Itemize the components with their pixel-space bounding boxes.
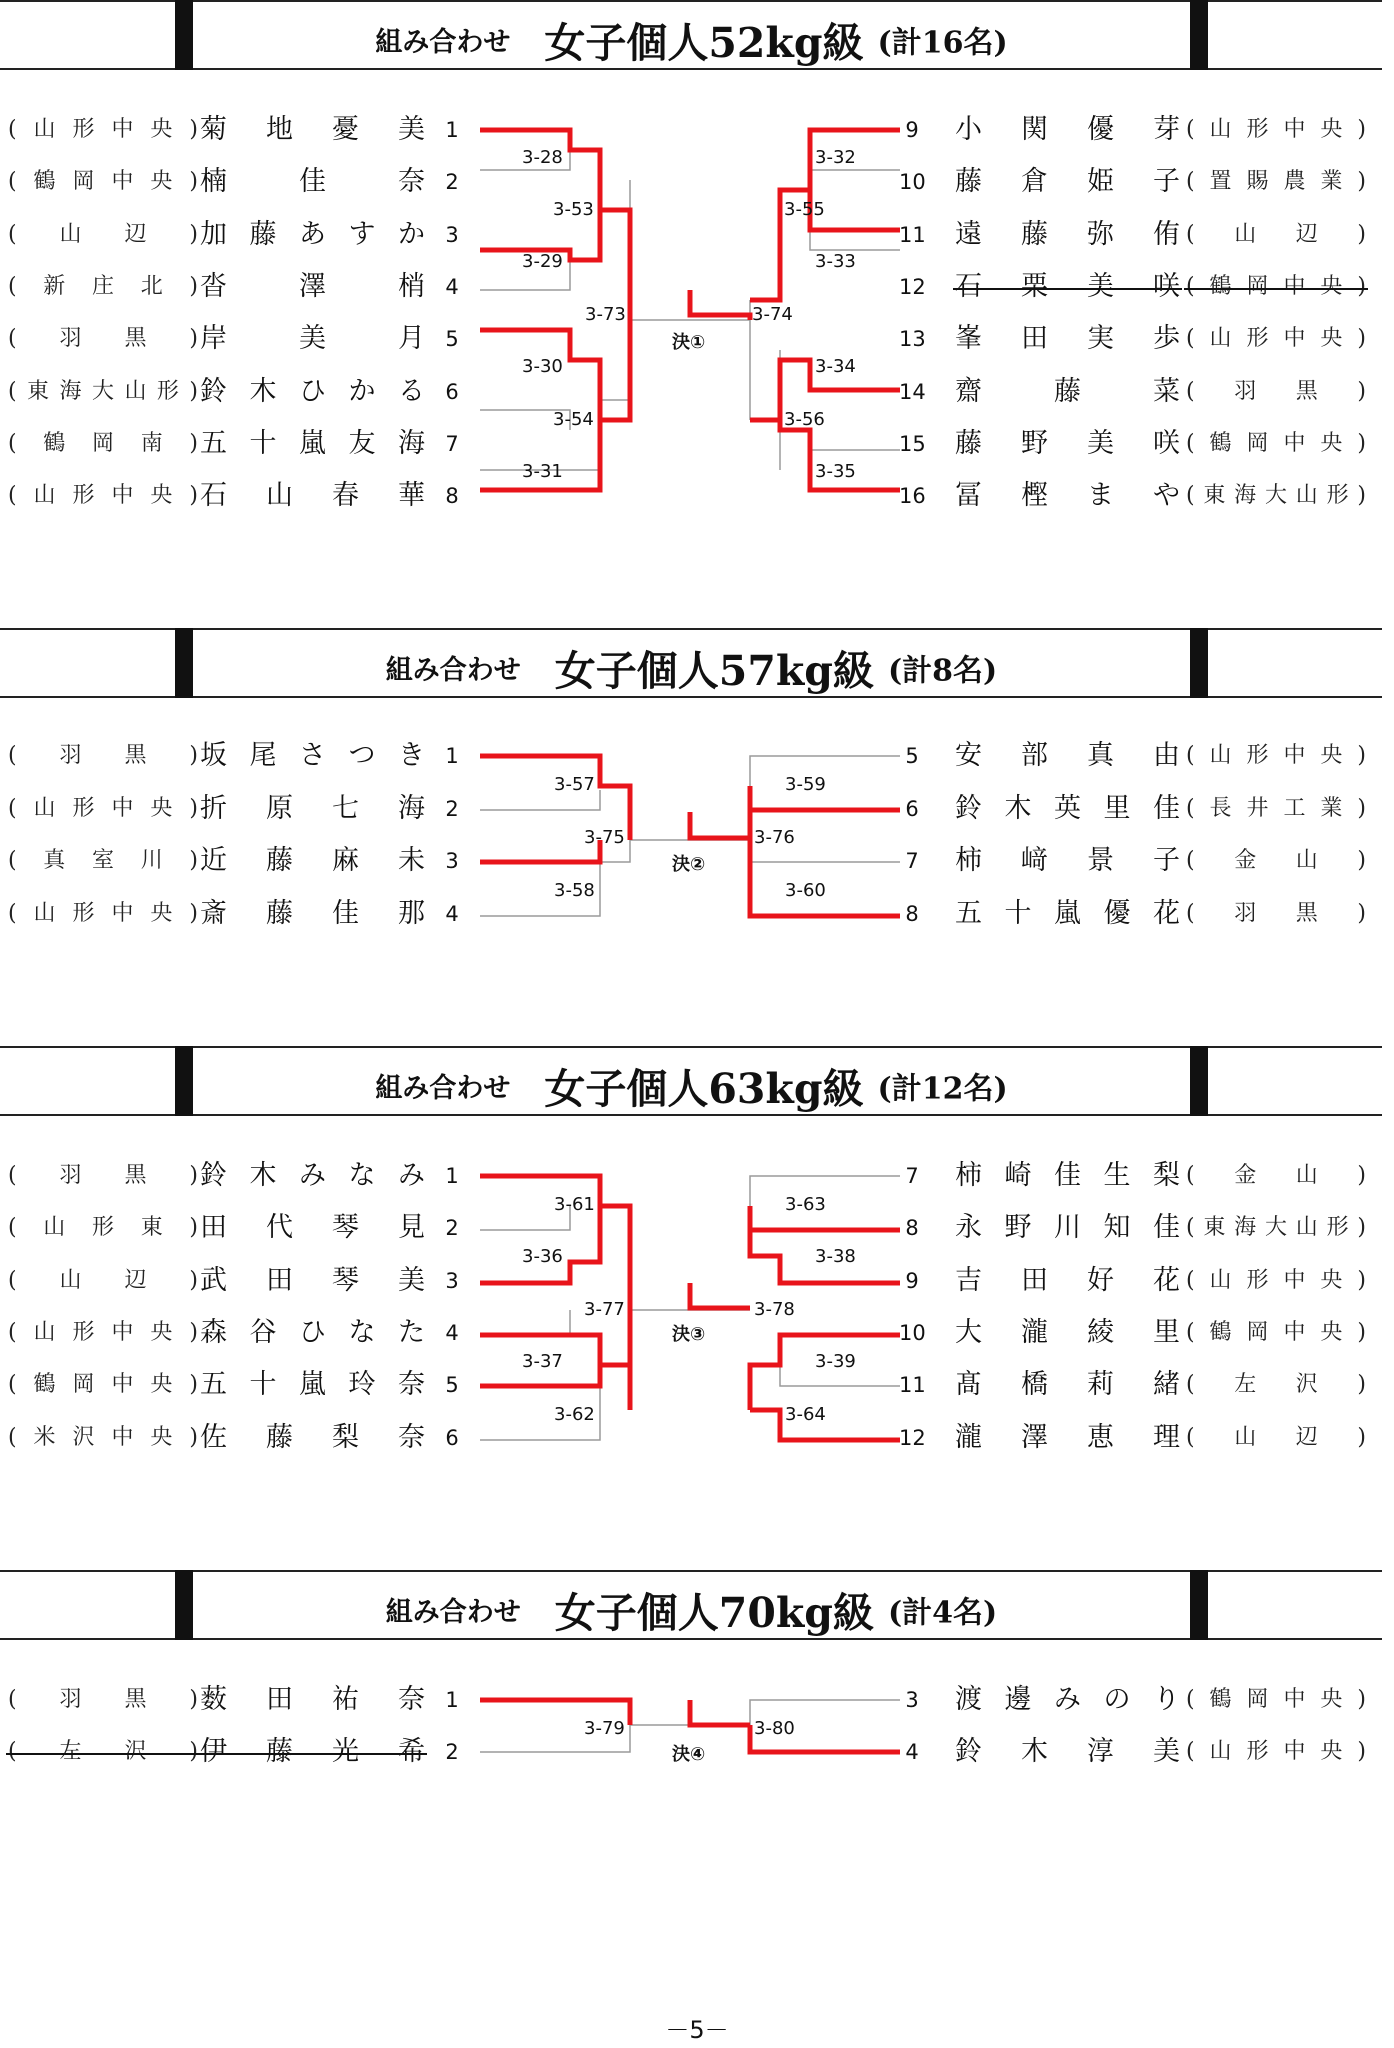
title-weight-class: 女子個人52kg級 — [544, 19, 864, 67]
seed-number: 11 — [899, 222, 926, 247]
affiliation: ( 鶴 岡 中 央 ) — [8, 1372, 198, 1398]
seed-number: 12 — [899, 1425, 926, 1450]
affiliation: ( 山 形 東 ) — [8, 1215, 198, 1241]
match-label: 3-32 — [815, 147, 856, 168]
title-prefix: 組み合わせ — [375, 27, 511, 58]
competitor-name: 大 瀧 綾 里 — [955, 1316, 1180, 1348]
section-title — [193, 1580, 1190, 1637]
title-count: (計12名) — [877, 1071, 1008, 1107]
match-label: 3-30 — [522, 356, 563, 377]
affiliation: ( 羽 黒 ) — [8, 1163, 198, 1188]
match-label: 3-31 — [522, 461, 563, 482]
seed-number: 4 — [445, 1320, 459, 1345]
header-bar-left — [175, 0, 193, 70]
seed-number: 6 — [445, 379, 459, 404]
affiliation: ( 山 形 中 央 ) — [1186, 326, 1366, 352]
competitor-name: 鈴 木 ひ か る — [200, 375, 425, 407]
competitor-name: 冨 樫 ま や — [955, 480, 1180, 512]
affiliation: ( 羽 黒 ) — [8, 743, 198, 768]
final-label: 決② — [672, 854, 706, 875]
seed-number: 7 — [905, 1164, 919, 1188]
seed-number: 6 — [905, 796, 919, 821]
affiliation: ( 山 形 中 央 ) — [8, 483, 198, 509]
affiliation: ( 金 山 ) — [1186, 1163, 1366, 1188]
competitor-name: 小 関 優 芽 — [955, 114, 1180, 145]
match-label: 3-35 — [815, 461, 856, 482]
affiliation: ( 鶴 岡 中 央 ) — [8, 169, 198, 195]
match-label: 3-78 — [754, 1299, 795, 1320]
affiliation: ( 東 海 大 山 形 ) — [1186, 1215, 1366, 1241]
affiliation: ( 鶴 岡 中 央 ) — [1186, 272, 1366, 302]
affiliation: ( 羽 黒 ) — [8, 1687, 198, 1712]
title-count: (計16名) — [877, 25, 1008, 61]
title-prefix: 組み合わせ — [375, 1073, 511, 1104]
match-label: 3-38 — [815, 1246, 856, 1267]
header-bar-left — [175, 628, 193, 698]
competitor-name: 近 藤 麻 未 — [200, 845, 425, 877]
seed-number: 10 — [899, 1320, 926, 1345]
seed-number: 12 — [899, 274, 926, 299]
page-number: －5－ — [665, 2016, 729, 2044]
competitor-name: 五 十 嵐 友 海 — [200, 427, 425, 459]
seed-number: 15 — [899, 431, 926, 456]
seed-number: 14 — [899, 379, 926, 404]
seed-number: 5 — [445, 1373, 459, 1398]
affiliation: ( 山 形 中 央 ) — [1186, 117, 1366, 142]
seed-number: 2 — [445, 796, 459, 821]
competitor-name: 五 十 嵐 玲 奈 — [200, 1369, 425, 1401]
affiliation: ( 山 形 中 央 ) — [1186, 1739, 1366, 1764]
match-label: 3-61 — [554, 1194, 595, 1215]
affiliation: ( 山 辺 ) — [1186, 221, 1366, 247]
bracket-lines-63kg — [0, 1160, 1394, 1460]
seed-number: 8 — [905, 902, 919, 927]
match-label: 3-58 — [554, 880, 595, 901]
affiliation: ( 鶴 岡 南 ) — [8, 430, 198, 456]
competitor-name: 安 部 真 由 — [955, 740, 1180, 771]
competitor-name: 折 原 七 海 — [200, 792, 425, 824]
competitor-name: 渡 邊 み の り — [955, 1684, 1180, 1715]
affiliation: ( 山 形 中 央 ) — [8, 117, 198, 142]
match-label: 3-55 — [784, 199, 825, 220]
title-weight-class: 女子個人70kg級 — [554, 1589, 874, 1637]
final-label: 決③ — [672, 1324, 706, 1345]
title-weight-class: 女子個人63kg級 — [544, 1065, 864, 1113]
seed-number: 2 — [445, 170, 459, 195]
competitor-name: 瀧 澤 恵 理 — [955, 1421, 1180, 1453]
match-label: 3-77 — [584, 1299, 625, 1320]
affiliation: ( 東 海 大 山 形 ) — [1186, 483, 1366, 509]
seed-number: 3 — [445, 1268, 459, 1293]
competitor-name: 薮 田 祐 奈 — [200, 1684, 425, 1715]
match-label: 3-75 — [584, 827, 625, 848]
affiliation: ( 真 室 川 ) — [8, 848, 198, 874]
match-label: 3-79 — [584, 1718, 625, 1739]
match-label: 3-37 — [522, 1351, 563, 1372]
header-bar-right — [1190, 1046, 1208, 1116]
seed-number: 5 — [445, 327, 459, 352]
match-label: 3-54 — [553, 409, 594, 430]
match-label: 3-62 — [554, 1404, 595, 1425]
affiliation: ( 山 辺 ) — [8, 221, 198, 247]
match-label: 3-33 — [815, 251, 856, 272]
match-label: 3-76 — [754, 827, 795, 848]
competitor-name: 柿 﨑 景 子 — [955, 845, 1180, 877]
competitor-name: 斎 藤 佳 那 — [200, 898, 425, 930]
seed-number: 9 — [905, 1268, 919, 1293]
seed-number: 16 — [899, 484, 926, 509]
affiliation: ( 新 庄 北 ) — [8, 273, 198, 299]
seed-number: 9 — [905, 118, 919, 142]
match-label: 3-29 — [522, 251, 563, 272]
seed-number: 1 — [445, 744, 459, 768]
seed-number: 1 — [445, 118, 459, 142]
match-label: 3-53 — [553, 199, 594, 220]
match-label: 3-60 — [785, 880, 826, 901]
seed-number: 8 — [905, 1216, 919, 1241]
title-count: (計4名) — [887, 1595, 998, 1631]
seed-number: 1 — [445, 1688, 459, 1712]
competitor-name: 森 谷 ひ な た — [200, 1316, 425, 1348]
competitor-name: 五 十 嵐 優 花 — [955, 898, 1180, 930]
affiliation: ( 金 山 ) — [1186, 848, 1366, 874]
match-label: 3-80 — [754, 1718, 795, 1739]
competitor-name: 楠 佳 奈 — [200, 166, 425, 198]
competitor-name: 岸 美 月 — [200, 323, 425, 355]
competitor-name: 沓 澤 梢 — [200, 270, 425, 302]
affiliation: ( 山 形 中 央 ) — [8, 1319, 198, 1345]
affiliation: ( 長 井 工 業 ) — [1186, 795, 1366, 821]
competitor-name: 鈴 木 英 里 佳 — [955, 792, 1180, 824]
competitor-name: 齋 藤 菜 — [955, 375, 1180, 407]
bracket-lines-52kg — [0, 100, 1394, 500]
competitor-name: 坂 尾 さ つ き — [200, 740, 425, 771]
seed-number: 2 — [445, 1740, 459, 1764]
seed-number: 3 — [445, 222, 459, 247]
affiliation: ( 羽 黒 ) — [1186, 378, 1366, 404]
header-63kg — [0, 1046, 1394, 1116]
match-label: 3-63 — [785, 1194, 826, 1215]
affiliation: ( 山 形 中 央 ) — [8, 901, 198, 927]
match-label: 3-73 — [585, 304, 626, 325]
competitor-name: 柿 崎 佳 生 梨 — [955, 1160, 1180, 1191]
match-label: 3-59 — [785, 774, 826, 795]
competitor-name: 髙 橋 莉 緒 — [955, 1369, 1180, 1401]
title-prefix: 組み合わせ — [385, 655, 521, 686]
header-70kg — [0, 1570, 1394, 1640]
bracket-lines-57kg — [0, 740, 1394, 940]
competitor-name: 佐 藤 梨 奈 — [200, 1421, 425, 1453]
seed-number: 5 — [905, 744, 919, 768]
affiliation: ( 鶴 岡 中 央 ) — [1186, 1319, 1366, 1345]
seed-number: 4 — [445, 274, 459, 299]
seed-number: 13 — [899, 327, 926, 352]
header-bar-left — [175, 1046, 193, 1116]
competitor-name: 鈴 木 み な み — [200, 1160, 425, 1191]
final-label: 決① — [672, 332, 706, 353]
affiliation: ( 米 沢 中 央 ) — [8, 1424, 198, 1450]
seed-number: 7 — [905, 849, 919, 874]
section-title — [193, 10, 1190, 67]
match-label: 3-57 — [554, 774, 595, 795]
title-count: (計8名) — [887, 653, 998, 689]
affiliation: ( 東 海 大 山 形 ) — [8, 378, 198, 404]
seed-number: 4 — [905, 1740, 919, 1764]
title-prefix: 組み合わせ — [385, 1597, 521, 1628]
competitor-name: 伊 藤 光 希 — [200, 1736, 425, 1767]
affiliation: ( 山 形 中 央 ) — [1186, 743, 1366, 768]
seed-number: 11 — [899, 1373, 926, 1398]
header-bar-right — [1190, 1570, 1208, 1640]
affiliation: ( 左 沢 ) — [1186, 1372, 1366, 1398]
competitor-name: 武 田 琴 美 — [200, 1264, 425, 1296]
title-weight-class: 女子個人57kg級 — [554, 647, 874, 695]
competitor-name: 永 野 川 知 佳 — [955, 1212, 1180, 1244]
seed-number: 6 — [445, 1425, 459, 1450]
match-label: 3-56 — [784, 409, 825, 430]
seed-number: 10 — [899, 170, 926, 195]
match-label: 3-28 — [522, 147, 563, 168]
header-bar-right — [1190, 628, 1208, 698]
affiliation: ( 羽 黒 ) — [1186, 901, 1366, 927]
competitor-name: 藤 野 美 咲 — [955, 427, 1180, 459]
match-label: 3-39 — [815, 1351, 856, 1372]
affiliation: ( 山 辺 ) — [8, 1267, 198, 1293]
competitor-name: 石 山 春 華 — [200, 480, 425, 512]
competitor-name: 加 藤 あ す か — [200, 218, 425, 250]
header-57kg — [0, 628, 1394, 698]
competitor-name: 遠 藤 弥 侑 — [955, 218, 1180, 250]
competitor-name: 峯 田 実 歩 — [955, 323, 1180, 355]
seed-number: 7 — [445, 431, 459, 456]
section-title — [193, 638, 1190, 695]
competitor-name: 田 代 琴 見 — [200, 1212, 425, 1244]
affiliation: ( 置 賜 農 業 ) — [1186, 169, 1366, 195]
affiliation: ( 山 辺 ) — [1186, 1424, 1366, 1450]
seed-number: 1 — [445, 1164, 459, 1188]
affiliation: ( 左 沢 ) — [8, 1737, 198, 1767]
competitor-name: 吉 田 好 花 — [955, 1264, 1180, 1296]
affiliation: ( 山 形 中 央 ) — [1186, 1267, 1366, 1293]
header-bar-left — [175, 1570, 193, 1640]
seed-number: 8 — [445, 484, 459, 509]
seed-number: 2 — [445, 1216, 459, 1241]
match-label: 3-64 — [785, 1404, 826, 1425]
seed-number: 3 — [905, 1688, 919, 1712]
affiliation: ( 羽 黒 ) — [8, 326, 198, 352]
affiliation: ( 鶴 岡 中 央 ) — [1186, 1687, 1366, 1712]
competitor-name: 菊 地 憂 美 — [200, 114, 425, 145]
match-label: 3-34 — [815, 356, 856, 377]
affiliation: ( 山 形 中 央 ) — [8, 795, 198, 821]
competitor-name: 藤 倉 姫 子 — [955, 166, 1180, 198]
match-label: 3-74 — [752, 304, 793, 325]
match-label: 3-36 — [522, 1246, 563, 1267]
header-52kg — [0, 0, 1394, 70]
competitor-name: 鈴 木 淳 美 — [955, 1736, 1180, 1767]
seed-number: 4 — [445, 902, 459, 927]
seed-number: 3 — [445, 849, 459, 874]
affiliation: ( 鶴 岡 中 央 ) — [1186, 430, 1366, 456]
header-bar-right — [1190, 0, 1208, 70]
competitor-name: 石 栗 美 咲 — [955, 270, 1180, 302]
final-label: 決④ — [672, 1744, 706, 1765]
bracket-lines-70kg — [0, 1680, 1394, 1790]
section-title — [193, 1056, 1190, 1113]
